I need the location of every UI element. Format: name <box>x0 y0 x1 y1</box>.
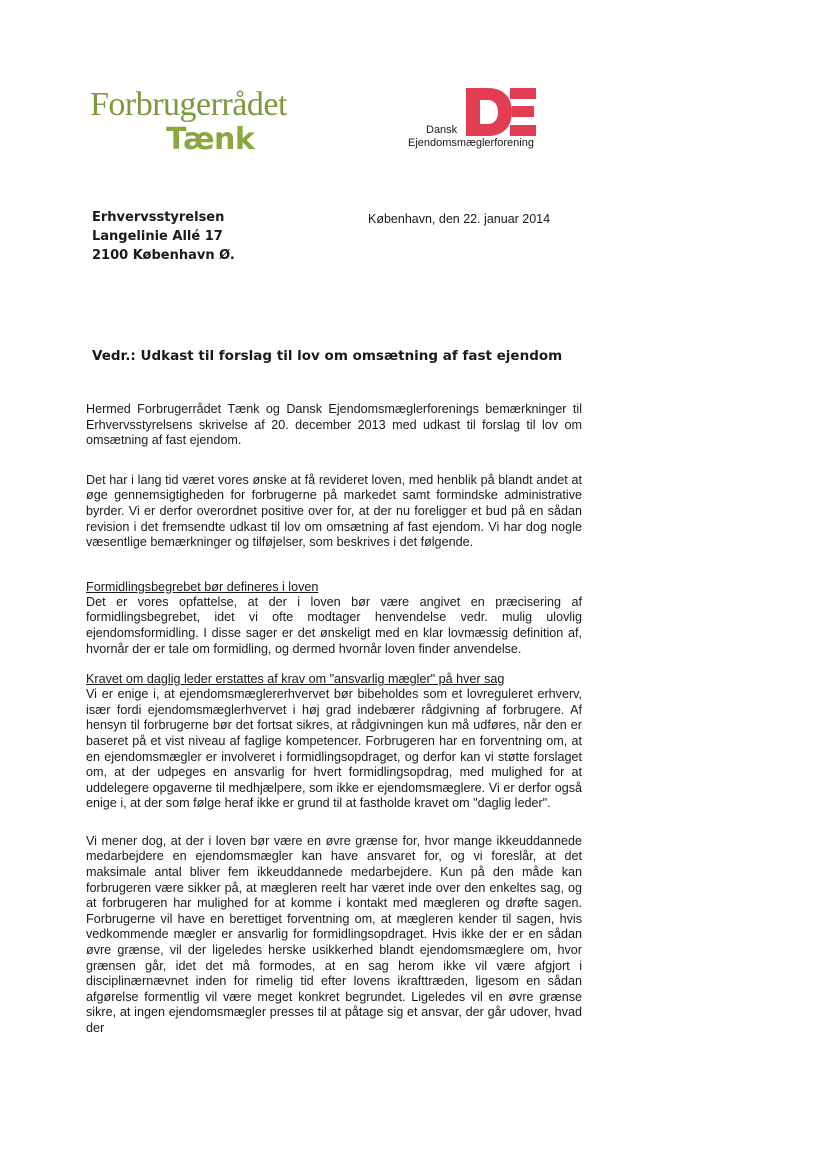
date-line: København, den 22. januar 2014 <box>368 212 551 226</box>
forbrugerraadet-taenk-logo <box>90 86 330 157</box>
recipient-street: Langelinie Allé 17 <box>92 229 223 244</box>
section-heading-formidlingsbegrebet: Formidlingsbegrebet bør defineres i loven <box>86 579 319 594</box>
recipient-address <box>92 208 235 265</box>
logo-right-line2: Ejendomsmæglerforening <box>408 137 534 149</box>
closing-paragraph: Vi mener dog, at der i loven bør være en øvre grænse for, hvor mange ikkeuddannede medarbejdere en ejendomsmægler kan have ansvaret for, og vi foreslår, at det maksimale antal bliver fem ikkeuddannede medarbejdere. Kun på den måde kan forbrugeren være sikker på, at mægleren reelt har været inde over den enkeltes sag, og at forbrugeren har mulighed for at komme i kontakt med mægleren og drøfte sagen. Forbrugerne vil have en berettiget forventning om, at mægleren kender til sagen, hvis vedkommende mægler er ansvarlig for formidlingsopdraget. Hvis ikke der er en sådan øvre grænse, vil der ligeledes herske usikkerhed blandt ejendomsmæglere om, hvor grænsen går, idet det må formodes, at en sag herom ikke vil være afgjort i disciplinærnævnet inden for rimelig tid efter lovens ikrafttræden, ligesom en sådan afgørelse formentlig vil være meget konkret begrundet. Ligeledes vil en øvre grænse sikre, at ingen ejendomsmægler presses til at påtage sig et ansvar, der går udover, hvad der <box>86 833 582 1035</box>
section-text-ansvarlig-maegler: Vi er enige i, at ejendomsmæglererhvervet bør bibeholdes som et lovreguleret erhverv, især fordi ejendomsmæglerhvervet i høj grad indebærer rådgivning af forbrugere. Af hensyn til forbrugerne bør det fortsat sikres, at rådgivningen kun må udføres, når den er baseret på et vist niveau af faglige kompetencer. Forbrugeren har en forventning om, at en ejendomsmægler er involveret i formidlingsopdraget, og derfor kan vi støtte forslaget om, at der udpeges en ansvarlig for hvert formidlingsopdrag, med mulighed for at uddelegere opgaverne til medhjælpere, som ikke er ejendomsmæglere. Vi er derfor også enige i, at der som følge heraf ikke er grund til at fastholde kravet om "daglig leder". <box>86 687 582 811</box>
context-paragraph: Det har i lang tid været vores ønske at få revideret loven, med henblik på blandt andet at øge gennemsigtigheden for forbrugerne på markedet samt formindske administrative byrder. Vi er derfor overordnet positive over for, at der nu foreligger et bud på en sådan revision i det fremsendte udkast til lov om omsætning af fast ejendom. Vi har dog nogle væsentlige bemærkninger og tilføjelser, som beskrives i det følgende. <box>86 472 582 550</box>
dansk-ejendomsmaeglerforening-logo <box>396 86 546 156</box>
section-text-formidlingsbegrebet: Det er vores opfattelse, at der i loven bør være angivet en præcisering af formidlingsbegrebet, idet vi ofte modtager henvendelse vedr. mulig ulovlig ejendomsformidling. I disse sager er det ønskeligt med en klar lovmæssig definition af, hvornår der er tale om formidling, og dermed hvornår loven finder anvendelse. <box>86 594 582 656</box>
logo-left-line2: Tænk <box>166 122 255 157</box>
intro-paragraph: Hermed Forbrugerrådet Tænk og Dansk Ejendomsmæglerforenings bemærkninger til Erhvervsstyrelsens skrivelse af 20. december 2013 med udkast til forslag til lov om omsætning af fast ejendom. <box>86 402 582 448</box>
logo-left-line1: Forbrugerrådet <box>90 86 287 123</box>
letter-body <box>86 402 582 1051</box>
de-logo-mark-icon <box>462 86 538 138</box>
subject-line: Vedr.: Udkast til forslag til lov om omsætning af fast ejendom <box>92 348 563 364</box>
recipient-city: 2100 København Ø. <box>92 248 235 263</box>
recipient-name: Erhvervsstyrelsen <box>92 210 225 225</box>
logo-right-line1: Dansk <box>426 124 458 136</box>
section-heading-ansvarlig-maegler: Kravet om daglig leder erstattes af krav om "ansvarlig mægler" på hver sag <box>86 672 505 687</box>
